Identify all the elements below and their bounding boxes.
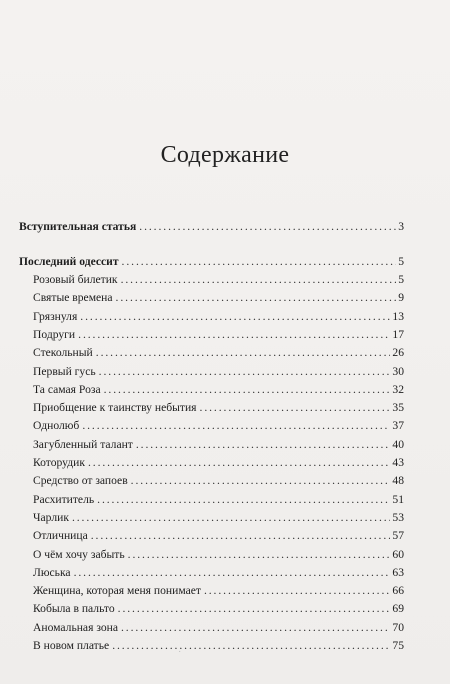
toc-label: Последний одессит [19,255,119,268]
leader-dots [97,492,390,508]
toc-label: Та самая Роза [33,382,101,396]
toc-page-number: 35 [392,401,404,415]
toc-entry [33,547,404,563]
leader-dots [121,272,397,288]
toc-page-number: 57 [392,529,404,543]
leader-dots [200,400,391,416]
leader-dots [88,455,390,471]
toc-page-number: 26 [392,346,404,360]
toc-label: Люська [33,565,71,579]
toc-label: Розовый билетик [33,273,118,286]
toc-entry [33,418,404,434]
toc-page-number: 5 [398,273,404,286]
page-title: Содержание [160,142,290,168]
toc-page-number: 48 [392,474,404,488]
toc-label: Вступительная статья [19,220,137,233]
toc-page-number: 43 [392,456,404,469]
toc-page-number: 9 [398,291,404,305]
toc-label: Подруги [33,327,76,341]
toc-entry [33,528,404,544]
toc-entry [33,583,404,599]
toc-label: Первый гусь [33,364,96,378]
toc-entry [33,290,404,306]
toc-page-number: 17 [392,327,404,341]
toc-entry [33,455,404,471]
toc-entry [33,437,404,453]
toc-entry [33,345,404,361]
page-mark: ˙ [178,650,182,661]
toc-label: Кобыла в пальто [33,602,115,616]
toc-label: Отличница [33,529,88,543]
toc-label: Чарлик [33,510,69,524]
leader-dots [91,528,391,544]
leader-dots [204,583,390,599]
toc-label: Женщина, которая меня понимает [33,584,201,598]
toc-label: Расхититель [33,492,95,506]
toc-entry [33,601,404,617]
leader-dots [136,437,391,453]
toc-label: Однолюб [33,419,80,433]
toc-label: Приобщение к таинству небытия [33,401,197,415]
leader-dots [72,510,390,526]
toc-label: Грязнуля [33,309,78,323]
toc-page-number: 69 [392,602,404,616]
leader-dots [96,345,391,361]
toc-section-last-odessite [19,254,404,270]
toc-page-number: 63 [392,565,404,579]
toc-entry [33,382,404,398]
leader-dots [80,309,390,325]
leader-dots [116,290,397,306]
leader-dots [99,364,391,380]
leader-dots [78,327,390,343]
toc-entry [33,473,404,489]
toc-label: Которудик [33,456,85,469]
toc-page-number: 51 [392,492,404,506]
toc-label: Аномальная зона [33,620,118,634]
toc-entry [33,620,404,636]
leader-dots [74,565,391,581]
toc-page-number: 37 [392,419,404,433]
toc-label: Стекольный [33,346,93,360]
toc-page-number: 53 [392,510,404,524]
toc-page-number: 5 [398,255,404,268]
toc-label: В новом платье [33,639,110,652]
leader-dots [122,254,397,270]
leader-dots [121,620,390,636]
toc-entry [33,400,404,416]
leader-dots [139,219,396,235]
toc-entry [33,565,404,581]
toc-page-number: 3 [398,220,404,233]
toc-page-number: 75 [392,639,404,652]
toc-page-number: 66 [392,584,404,598]
toc-entry [33,272,404,288]
toc-page-number: 70 [392,620,404,634]
toc-label: Средство от запоев [33,474,128,488]
toc-entry [33,364,404,380]
toc-page-number: 32 [392,382,404,396]
toc-entry [33,510,404,526]
toc-label: Святые времена [33,291,113,305]
toc-section-intro [19,219,404,235]
leader-dots [82,418,390,434]
toc-label: О чём хочу забыть [33,547,125,561]
toc-label: Загубленный талант [33,437,133,451]
toc-page-number: 60 [392,547,404,561]
leader-dots [118,601,391,617]
toc-entry [33,327,404,343]
toc-page-number: 13 [392,309,404,323]
leader-dots [128,547,391,563]
toc-entry [33,492,404,508]
toc-page-number: 30 [392,364,404,378]
leader-dots [131,473,391,489]
toc-entry [33,309,404,325]
toc-page-number: 40 [392,437,404,451]
leader-dots [104,382,391,398]
toc-entry [33,638,404,654]
leader-dots [112,638,390,654]
